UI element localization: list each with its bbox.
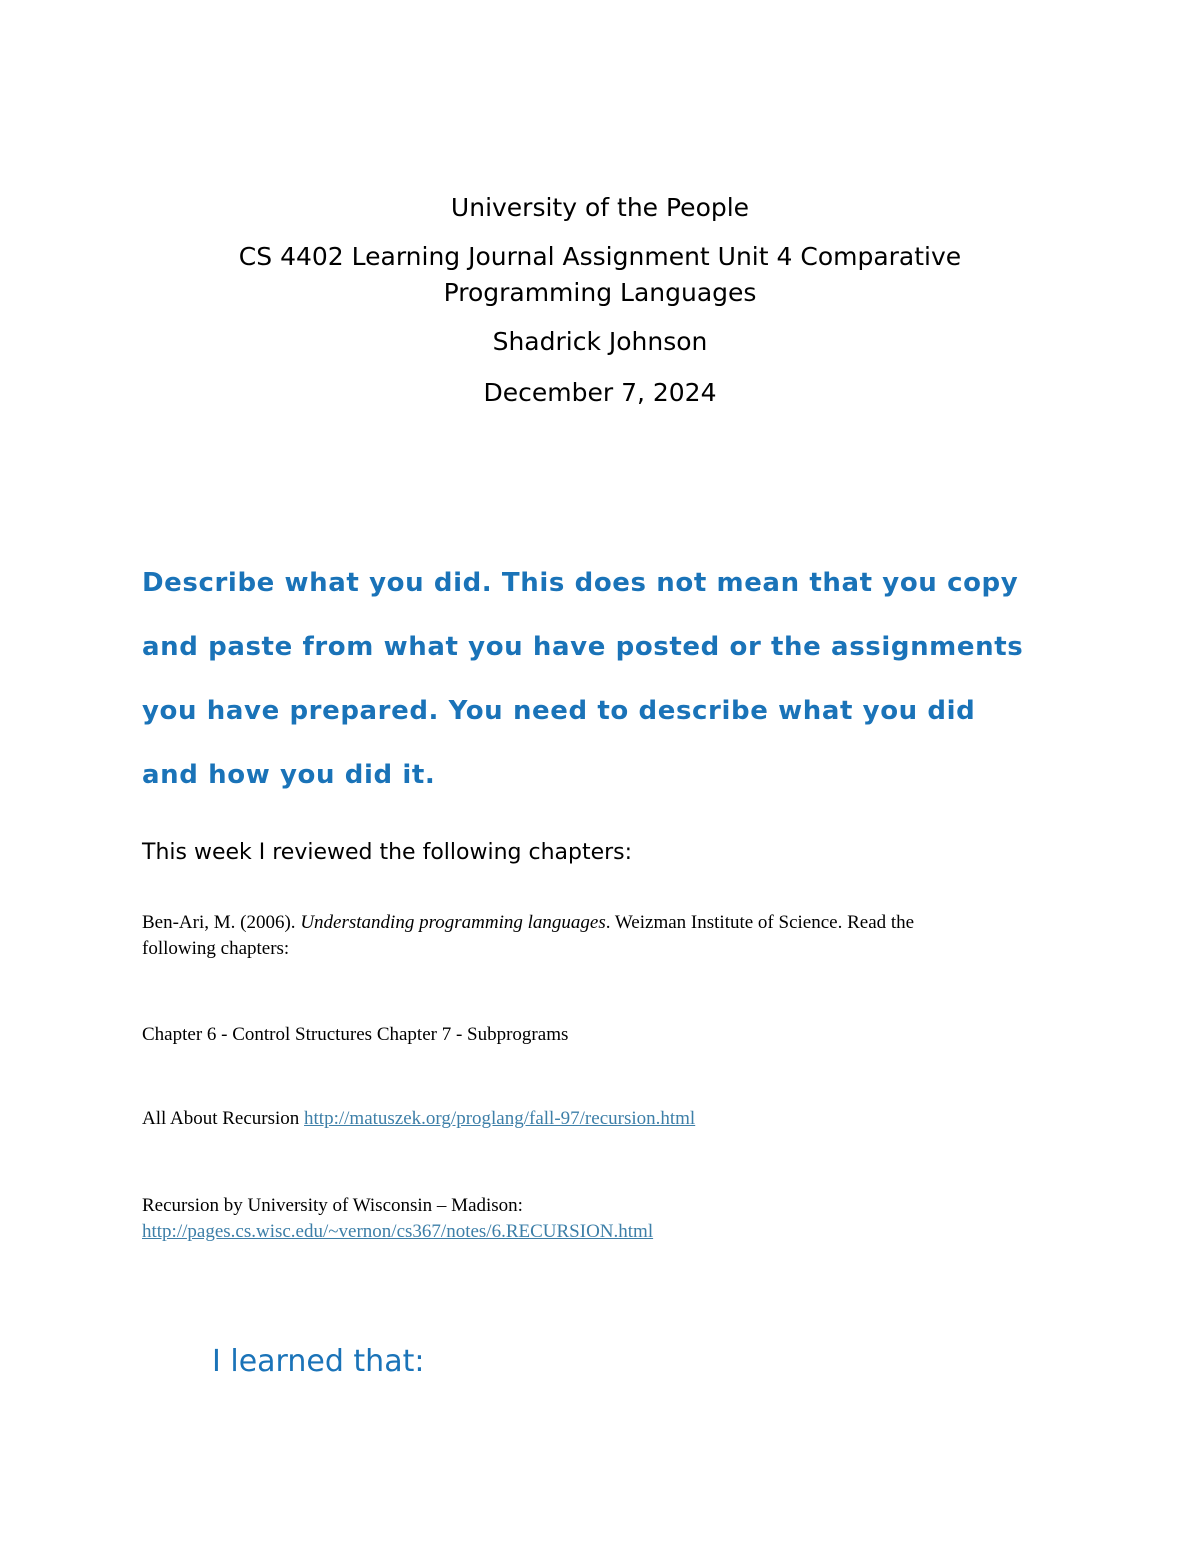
prompt-line-3: you have prepared. You need to describe what you did: [142, 696, 976, 726]
recursion-reference-label: All About Recursion: [142, 1108, 305, 1129]
reference-ben-ari-line-1: [142, 910, 914, 936]
course-title-line-1: CS 4402 Learning Journal Assignment Unit 4 Comparative: [238, 242, 962, 271]
prompt-line-4: and how you did it.: [142, 760, 436, 790]
prompt-line-1: Describe what you did. This does not mean that you copy: [142, 568, 1019, 598]
reviewed-intro: This week I reviewed the following chapters:: [142, 840, 633, 865]
document-date: December 7, 2024: [483, 378, 717, 407]
wisconsin-reference-label: Recursion by University of Wisconsin – Madison:: [142, 1195, 523, 1216]
recursion-reference: [142, 1106, 695, 1132]
chapters-list: Chapter 6 - Control Structures Chapter 7 - Subprograms: [142, 1024, 569, 1045]
university-name: University of the People: [450, 193, 750, 222]
recursion-link[interactable]: http://matuszek.org/proglang/fall-97/recursion.html: [304, 1108, 696, 1129]
wisconsin-reference: [142, 1193, 653, 1245]
reference-publisher: . Weizman Institute of Science. Read the: [605, 912, 915, 933]
prompt-line-2: and paste from what you have posted or the assignments: [142, 632, 1024, 662]
course-title-line-2: Programming Languages: [443, 278, 757, 307]
reference-ben-ari: [142, 910, 914, 962]
reference-book-title: Understanding programming languages: [300, 912, 606, 933]
learned-heading: I learned that:: [212, 1344, 425, 1379]
reference-author-year: Ben-Ari, M. (2006).: [142, 912, 301, 933]
author-name: Shadrick Johnson: [492, 327, 708, 356]
reference-ben-ari-line-2: following chapters:: [142, 938, 290, 959]
wisconsin-link[interactable]: http://pages.cs.wisc.edu/~vernon/cs367/notes/6.RECURSION.html: [142, 1221, 654, 1242]
